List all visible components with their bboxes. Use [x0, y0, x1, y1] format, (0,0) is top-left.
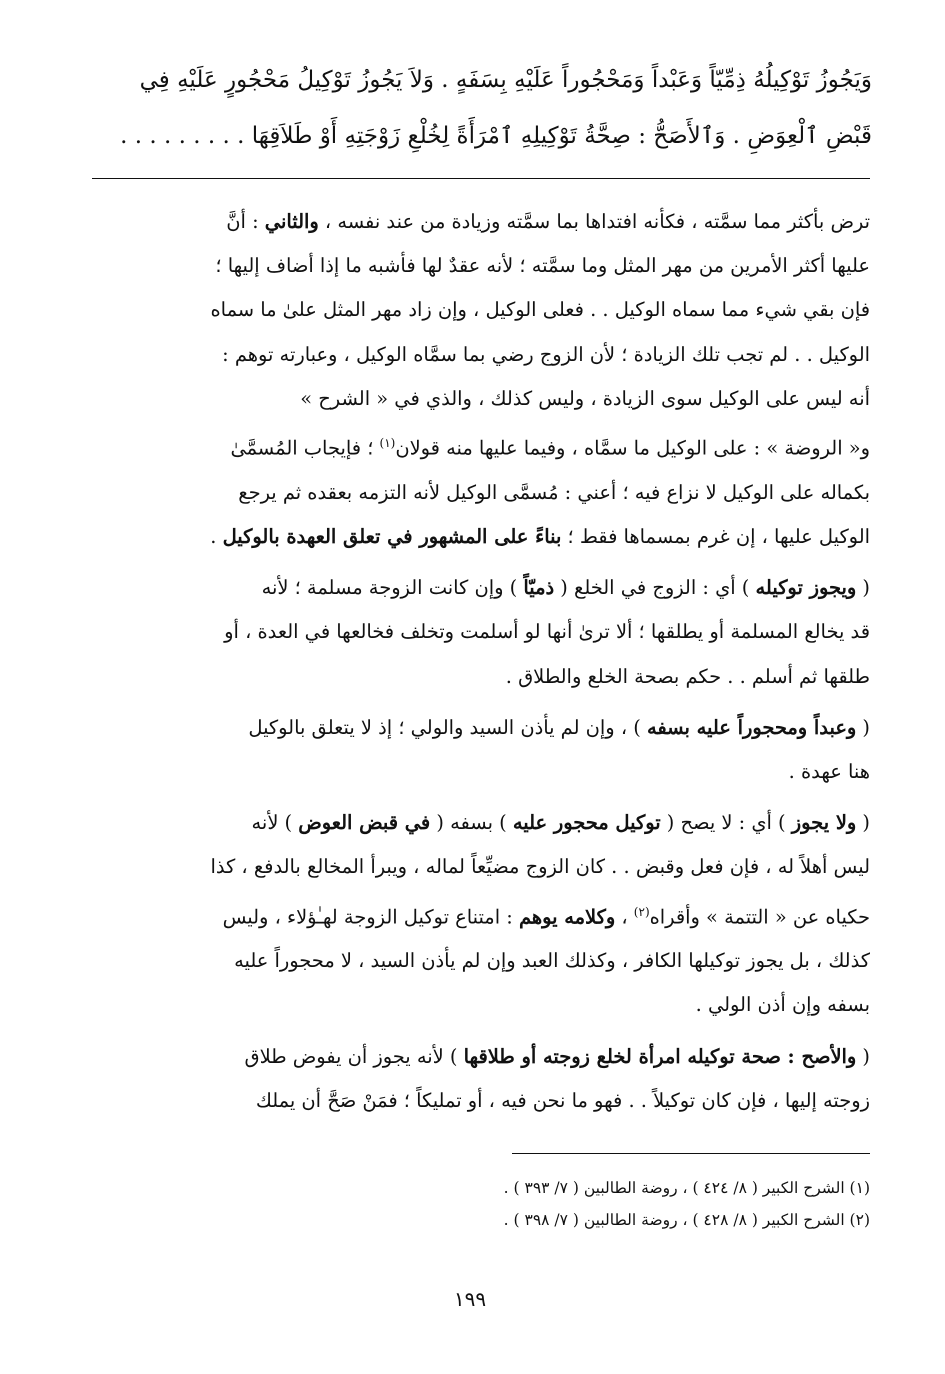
footnote-2: (٢) الشرح الكبير ( ٨/ ٤٢٨ ) ، روضة الطالبين ( ٧/ ٣٩٨ ) . [503, 1211, 870, 1229]
text-line: بكماله على الوكيل لا نزاع فيه ؛ أعني : مُسمَّى الوكيل لأنه التزمه بعقده ثم يرجع [238, 480, 870, 504]
text-line: ليس أهلاً له ، فإن فعل وقبض . . كان الزوج مضيِّعاً لماله ، ويبرأ المخالع بالدفع ، كذا [210, 855, 870, 879]
text-line: ( والأصح : صحة توكيله امرأة لخلع زوجته أو طلاقها ) لأنه يجوز أن يفوض طلاق [244, 1044, 870, 1068]
text-line: زوجته إليها ، فإن كان توكيلاً . . فهو ما نحن فيه ، أو تمليكاً ؛ فمَنْ صَحَّ أن يملك [255, 1088, 870, 1112]
page-number: ١٩٩ [453, 1287, 487, 1311]
text-line: الوكيل عليها ، إن غرم بمسماها فقط ؛ بناءً على المشهور في تعلق العهدة بالوكيل . [210, 524, 870, 548]
text-line: طلقها ثم أسلم . . حكم بصحة الخلع والطلاق . [505, 664, 870, 688]
text-line: هنا عهدة . [788, 759, 870, 783]
bold-quote: ويجوز توكيله [755, 576, 857, 600]
bold-quote: وكلامه يوهم [518, 904, 616, 928]
footnote-ref: (١) [379, 436, 396, 451]
bold-quote: والثاني [264, 210, 319, 233]
commentary-text [92, 200, 870, 1130]
matn-separator-rule [92, 178, 870, 179]
bold-quote: وعبداً ومحجوراً عليه بسفه [646, 715, 857, 739]
text-line: قد يخالع المسلمة أو يطلقها ؛ ألا ترىٰ أنها لو أسلمت وتخلف فخالعها في العدة ، أو [224, 620, 870, 644]
footnote-ref: (٢) [633, 904, 650, 919]
footnote-separator-rule [512, 1153, 870, 1154]
text-line: حكياه عن « التتمة » وأقراه$^{(٢)}$ ، وكلامه يوهم : امتناع توكيل الزوجة لهـٰؤلاء ، وليس [222, 904, 870, 928]
footnote-1: (١) الشرح الكبير ( ٨/ ٤٢٤ ) ، روضة الطالبين ( ٧/ ٣٩٣ ) . [503, 1179, 870, 1197]
bold-quote: ذميّاً [523, 576, 555, 600]
text-line: فإن بقي شيء مما سماه الوكيل . . فعلى الوكيل ، وإن زاد مهر المثل علىٰ ما سماه [210, 298, 870, 322]
bold-quote: توكيل محجور عليه [512, 811, 661, 835]
text-line: ترض بأكثر مما سمَّته ، فكأنه افتداها بما سمَّته وزيادة من عند نفسه ، والثاني : أنَّ [226, 210, 870, 233]
text-line: أنه ليس على الوكيل سوى الزيادة ، وليس كذلك ، والذي في « الشرح » [300, 386, 870, 410]
text-line: الوكيل . . لم تجب تلك الزيادة ؛ لأن الزوج رضي بما سمَّاه الوكيل ، وعبارته توهم : [222, 342, 870, 366]
text-line: عليها أكثر الأمرين من مهر المثل وما سمَّته ؛ لأنه عقدٌ لها فأشبه ما إذا أضاف إليها ؛ [215, 254, 870, 278]
bold-quote: ولا يجوز [791, 811, 857, 835]
paragraph [92, 1035, 870, 1123]
text-line: بسفه وإن أذن الولي . [695, 993, 870, 1017]
text-line: و« الروضة » : على الوكيل ما سمَّاه ، وفيما عليها منه قولان$^{(١)}$ ؛ فإيجاب المُسمَّىٰ [230, 436, 870, 460]
footnotes [300, 1172, 870, 1236]
matn-line: وَيَجُوزُ تَوْكِيلُهُ ذِمِّيّاً وَعَبْداً وَمَحْجُوراً عَلَيْهِ بِسَفَهٍ . وَلاَ يَجُوزُ تَوْكِيلُ مَحْجُورٍ عَلَيْهِ فِي [139, 67, 872, 93]
paragraph [92, 566, 870, 699]
bold-quote: في قبض العوض [298, 811, 431, 835]
paragraph [92, 706, 870, 794]
paragraph [92, 200, 870, 559]
bold-quote: والأصح : صحة توكيله امرأة لخلع زوجته أو طلاقها [463, 1044, 857, 1068]
text-line: ( وعبداً ومحجوراً عليه بسفه ) ، وإن لم يأذن السيد والولي ؛ إذ لا يتعلق بالوكيل [248, 715, 870, 739]
text-line: ( ويجوز توكيله ) أي : الزوج في الخلع ( ذميّاً ) وإن كانت الزوجة مسلمة ؛ لأنه [261, 576, 870, 600]
text-line: ( ولا يجوز ) أي : لا يصح ( توكيل محجور عليه ) بسفه ( في قبض العوض ) لأنه [251, 811, 870, 835]
matn-text [92, 52, 872, 164]
matn-line: قَبْضِ ٱلْعِوَضِ . وَٱلأَصَحُّ : صِحَّةُ تَوْكِيلِهِ ٱمْرَأَةً لِخُلْعِ زَوْجَتِهِ أَوْ طَلاَقِهَا . . . . . . . . . [120, 123, 872, 149]
paragraph [92, 801, 870, 1027]
bold-quote: بناءً على المشهور في تعلق العهدة بالوكيل [222, 524, 562, 548]
text-line: كذلك ، بل يجوز توكيلها الكافر ، وكذلك العبد وإن لم يأذن السيد ، لا محجوراً عليه [234, 949, 870, 973]
